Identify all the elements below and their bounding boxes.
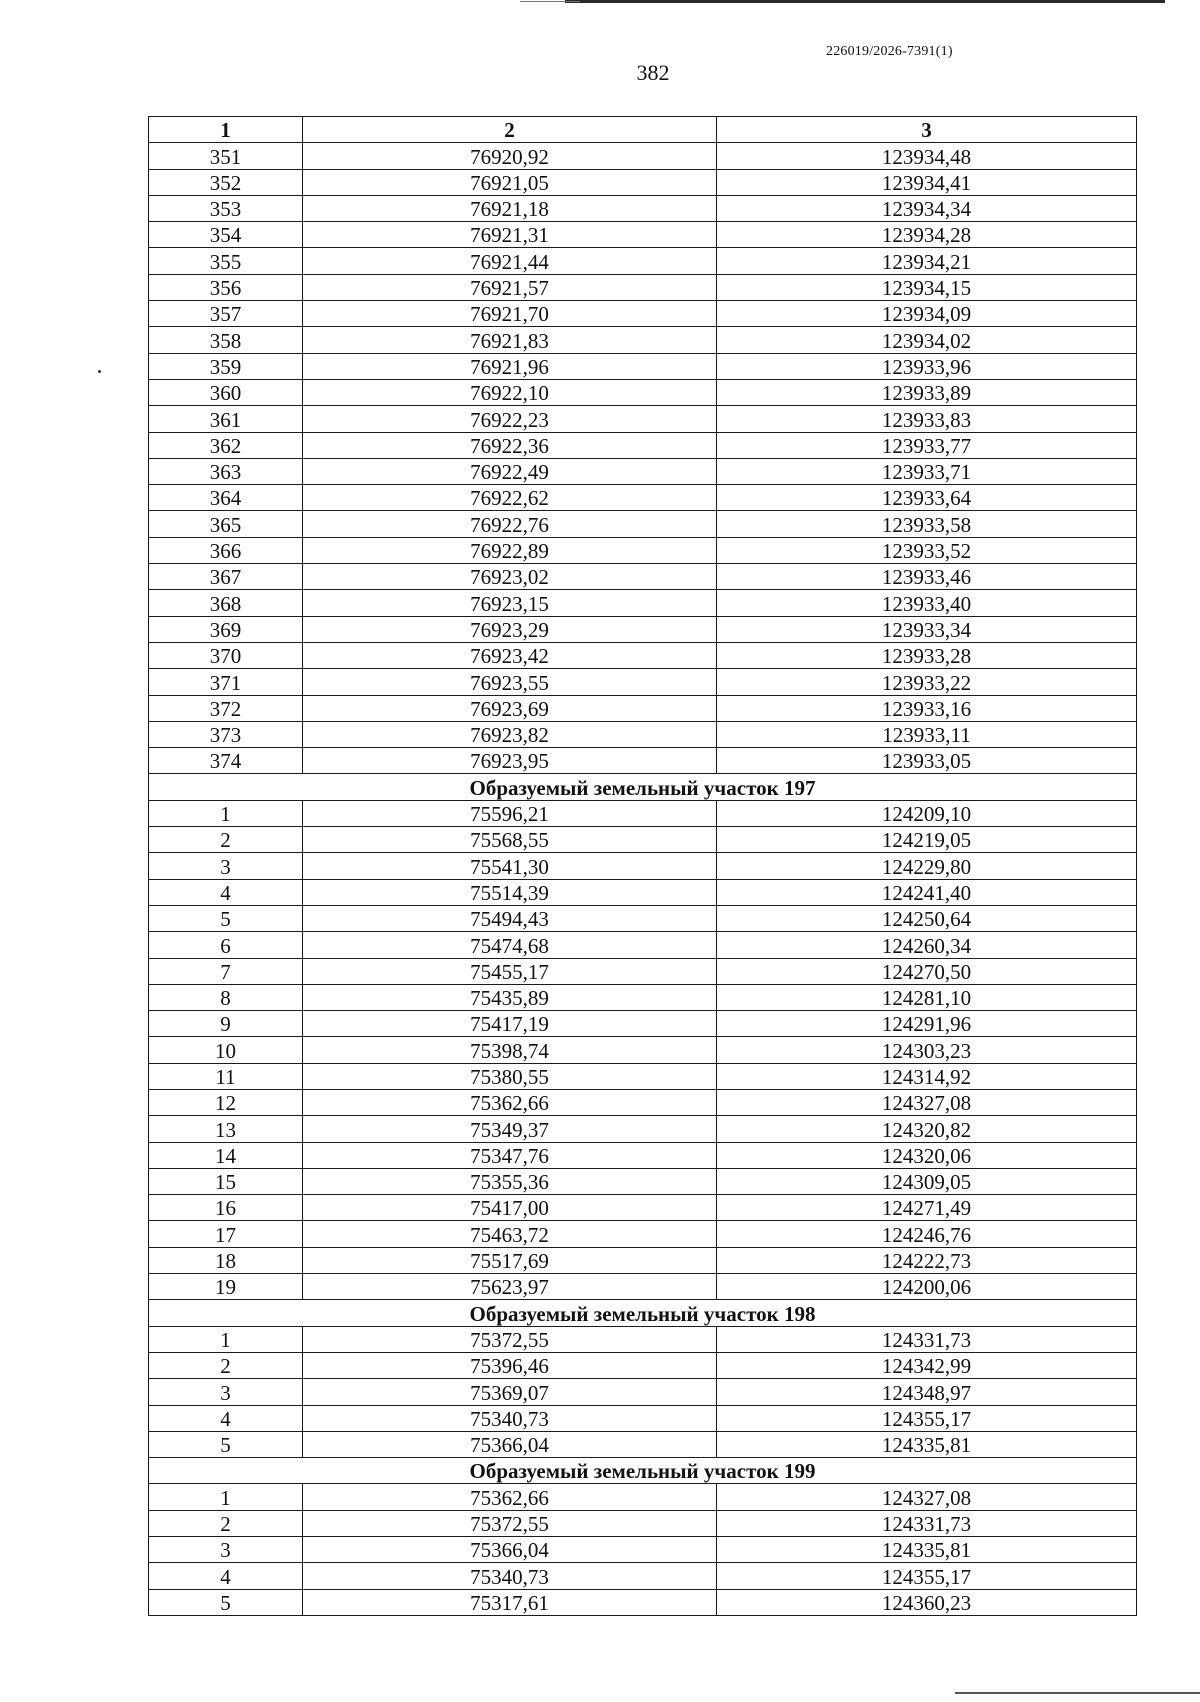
table-row xyxy=(149,1011,1137,1037)
point-number-cell: 1 xyxy=(149,1326,303,1352)
x-coordinate-cell: 76923,55 xyxy=(303,669,717,695)
table-row xyxy=(149,1274,1137,1300)
table-row xyxy=(149,1379,1137,1405)
point-number-cell: 3 xyxy=(149,853,303,879)
y-coordinate-cell: 123933,16 xyxy=(717,695,1137,721)
y-coordinate-cell: 124229,80 xyxy=(717,853,1137,879)
point-number-cell: 373 xyxy=(149,721,303,747)
y-coordinate-cell: 124291,96 xyxy=(717,1011,1137,1037)
y-coordinate-cell: 123933,71 xyxy=(717,458,1137,484)
scan-edge-top xyxy=(565,0,1165,3)
point-number-cell: 6 xyxy=(149,932,303,958)
table-row xyxy=(149,353,1137,379)
x-coordinate-cell: 75514,39 xyxy=(303,879,717,905)
y-coordinate-cell: 123933,96 xyxy=(717,353,1137,379)
x-coordinate-cell: 76922,10 xyxy=(303,379,717,405)
x-coordinate-cell: 76922,23 xyxy=(303,406,717,432)
table-row xyxy=(149,1168,1137,1194)
x-coordinate-cell: 76923,82 xyxy=(303,721,717,747)
point-number-cell: 372 xyxy=(149,695,303,721)
point-number-cell: 371 xyxy=(149,669,303,695)
y-coordinate-cell: 123933,05 xyxy=(717,748,1137,774)
table-row xyxy=(149,1537,1137,1563)
x-coordinate-cell: 76922,89 xyxy=(303,537,717,563)
x-coordinate-cell: 75463,72 xyxy=(303,1221,717,1247)
x-coordinate-cell: 76921,18 xyxy=(303,195,717,221)
y-coordinate-cell: 124360,23 xyxy=(717,1589,1137,1615)
table-header-row xyxy=(149,117,1137,143)
x-coordinate-cell: 75349,37 xyxy=(303,1116,717,1142)
table-row xyxy=(149,1352,1137,1378)
y-coordinate-cell: 123934,48 xyxy=(717,143,1137,169)
x-coordinate-cell: 75596,21 xyxy=(303,800,717,826)
x-coordinate-cell: 76921,83 xyxy=(303,327,717,353)
y-coordinate-cell: 123934,02 xyxy=(717,327,1137,353)
x-coordinate-cell: 76920,92 xyxy=(303,143,717,169)
table-row xyxy=(149,695,1137,721)
point-number-cell: 10 xyxy=(149,1037,303,1063)
y-coordinate-cell: 124342,99 xyxy=(717,1352,1137,1378)
point-number-cell: 362 xyxy=(149,432,303,458)
point-number-cell: 356 xyxy=(149,274,303,300)
y-coordinate-cell: 124246,76 xyxy=(717,1221,1137,1247)
table-row xyxy=(149,1484,1137,1510)
y-coordinate-cell: 124335,81 xyxy=(717,1431,1137,1457)
table-row xyxy=(149,1589,1137,1615)
point-number-cell: 355 xyxy=(149,248,303,274)
point-number-cell: 5 xyxy=(149,1431,303,1457)
section-heading: Образуемый земельный участок 197 xyxy=(149,774,1137,800)
y-coordinate-cell: 124281,10 xyxy=(717,984,1137,1010)
table-row xyxy=(149,1221,1137,1247)
table-row xyxy=(149,1195,1137,1221)
x-coordinate-cell: 76922,49 xyxy=(303,458,717,484)
section-heading: Образуемый земельный участок 199 xyxy=(149,1458,1137,1484)
y-coordinate-cell: 124314,92 xyxy=(717,1063,1137,1089)
table-row xyxy=(149,984,1137,1010)
coordinates-table xyxy=(148,116,1137,1616)
y-coordinate-cell: 124219,05 xyxy=(717,827,1137,853)
point-number-cell: 360 xyxy=(149,379,303,405)
y-coordinate-cell: 124331,73 xyxy=(717,1510,1137,1536)
table-row xyxy=(149,301,1137,327)
y-coordinate-cell: 124355,17 xyxy=(717,1563,1137,1589)
point-number-cell: 359 xyxy=(149,353,303,379)
table-row xyxy=(149,1510,1137,1536)
point-number-cell: 3 xyxy=(149,1379,303,1405)
y-coordinate-cell: 124303,23 xyxy=(717,1037,1137,1063)
point-number-cell: 2 xyxy=(149,1510,303,1536)
table-row xyxy=(149,248,1137,274)
table-row xyxy=(149,721,1137,747)
point-number-cell: 8 xyxy=(149,984,303,1010)
scan-edge-top-faint xyxy=(520,1,580,2)
point-number-cell: 361 xyxy=(149,406,303,432)
x-coordinate-cell: 75494,43 xyxy=(303,905,717,931)
x-coordinate-cell: 75362,66 xyxy=(303,1484,717,1510)
point-number-cell: 12 xyxy=(149,1089,303,1115)
point-number-cell: 1 xyxy=(149,800,303,826)
y-coordinate-cell: 124250,64 xyxy=(717,905,1137,931)
point-number-cell: 5 xyxy=(149,905,303,931)
y-coordinate-cell: 123933,40 xyxy=(717,590,1137,616)
point-number-cell: 7 xyxy=(149,958,303,984)
y-coordinate-cell: 124355,17 xyxy=(717,1405,1137,1431)
x-coordinate-cell: 76923,15 xyxy=(303,590,717,616)
point-number-cell: 357 xyxy=(149,301,303,327)
point-number-cell: 5 xyxy=(149,1589,303,1615)
section-heading: Образуемый земельный участок 198 xyxy=(149,1300,1137,1326)
table-row xyxy=(149,143,1137,169)
point-number-cell: 368 xyxy=(149,590,303,616)
x-coordinate-cell: 76923,95 xyxy=(303,748,717,774)
x-coordinate-cell: 76923,42 xyxy=(303,642,717,668)
table-row xyxy=(149,669,1137,695)
column-header-point: 1 xyxy=(149,117,303,143)
point-number-cell: 13 xyxy=(149,1116,303,1142)
x-coordinate-cell: 75455,17 xyxy=(303,958,717,984)
table-row xyxy=(149,1563,1137,1589)
table-row xyxy=(149,879,1137,905)
y-coordinate-cell: 123933,22 xyxy=(717,669,1137,695)
table-row xyxy=(149,327,1137,353)
y-coordinate-cell: 124309,05 xyxy=(717,1168,1137,1194)
y-coordinate-cell: 124200,06 xyxy=(717,1274,1137,1300)
table-row xyxy=(149,616,1137,642)
table-row xyxy=(149,1326,1137,1352)
y-coordinate-cell: 124209,10 xyxy=(717,800,1137,826)
y-coordinate-cell: 124320,82 xyxy=(717,1116,1137,1142)
x-coordinate-cell: 76922,36 xyxy=(303,432,717,458)
y-coordinate-cell: 124270,50 xyxy=(717,958,1137,984)
table-row xyxy=(149,485,1137,511)
table-row xyxy=(149,958,1137,984)
point-number-cell: 3 xyxy=(149,1537,303,1563)
table-row xyxy=(149,853,1137,879)
point-number-cell: 19 xyxy=(149,1274,303,1300)
point-number-cell: 4 xyxy=(149,1405,303,1431)
section-heading-row xyxy=(149,774,1137,800)
y-coordinate-cell: 124241,40 xyxy=(717,879,1137,905)
document-number: 226019/2026-7391(1) xyxy=(826,44,953,59)
x-coordinate-cell: 76923,29 xyxy=(303,616,717,642)
y-coordinate-cell: 123934,09 xyxy=(717,301,1137,327)
table-row xyxy=(149,748,1137,774)
x-coordinate-cell: 75568,55 xyxy=(303,827,717,853)
x-coordinate-cell: 76921,05 xyxy=(303,169,717,195)
table-row xyxy=(149,458,1137,484)
y-coordinate-cell: 123933,58 xyxy=(717,511,1137,537)
x-coordinate-cell: 75380,55 xyxy=(303,1063,717,1089)
table-row xyxy=(149,1142,1137,1168)
point-number-cell: 364 xyxy=(149,485,303,511)
x-coordinate-cell: 75541,30 xyxy=(303,853,717,879)
point-number-cell: 358 xyxy=(149,327,303,353)
y-coordinate-cell: 124348,97 xyxy=(717,1379,1137,1405)
x-coordinate-cell: 76921,57 xyxy=(303,274,717,300)
y-coordinate-cell: 123933,34 xyxy=(717,616,1137,642)
y-coordinate-cell: 123933,64 xyxy=(717,485,1137,511)
page-number: 382 xyxy=(636,60,670,85)
point-number-cell: 11 xyxy=(149,1063,303,1089)
table-row xyxy=(149,222,1137,248)
scan-edge-bottom xyxy=(955,1692,1200,1694)
x-coordinate-cell: 76922,76 xyxy=(303,511,717,537)
point-number-cell: 374 xyxy=(149,748,303,774)
y-coordinate-cell: 124331,73 xyxy=(717,1326,1137,1352)
x-coordinate-cell: 75340,73 xyxy=(303,1405,717,1431)
table-row xyxy=(149,800,1137,826)
x-coordinate-cell: 76923,69 xyxy=(303,695,717,721)
x-coordinate-cell: 76922,62 xyxy=(303,485,717,511)
x-coordinate-cell: 75474,68 xyxy=(303,932,717,958)
table-row xyxy=(149,1116,1137,1142)
table-row xyxy=(149,1247,1137,1273)
point-number-cell: 18 xyxy=(149,1247,303,1273)
table-row xyxy=(149,379,1137,405)
y-coordinate-cell: 123933,83 xyxy=(717,406,1137,432)
y-coordinate-cell: 124335,81 xyxy=(717,1537,1137,1563)
y-coordinate-cell: 123933,77 xyxy=(717,432,1137,458)
x-coordinate-cell: 75372,55 xyxy=(303,1326,717,1352)
x-coordinate-cell: 76921,44 xyxy=(303,248,717,274)
point-number-cell: 14 xyxy=(149,1142,303,1168)
point-number-cell: 351 xyxy=(149,143,303,169)
x-coordinate-cell: 76921,96 xyxy=(303,353,717,379)
point-number-cell: 365 xyxy=(149,511,303,537)
y-coordinate-cell: 123933,52 xyxy=(717,537,1137,563)
table-row xyxy=(149,642,1137,668)
table-row xyxy=(149,932,1137,958)
table-row xyxy=(149,274,1137,300)
point-number-cell: 4 xyxy=(149,1563,303,1589)
scan-speck xyxy=(98,370,101,373)
x-coordinate-cell: 75517,69 xyxy=(303,1247,717,1273)
x-coordinate-cell: 75623,97 xyxy=(303,1274,717,1300)
point-number-cell: 9 xyxy=(149,1011,303,1037)
table-row xyxy=(149,1037,1137,1063)
x-coordinate-cell: 76921,70 xyxy=(303,301,717,327)
table-row xyxy=(149,827,1137,853)
x-coordinate-cell: 75372,55 xyxy=(303,1510,717,1536)
y-coordinate-cell: 124320,06 xyxy=(717,1142,1137,1168)
point-number-cell: 4 xyxy=(149,879,303,905)
y-coordinate-cell: 124327,08 xyxy=(717,1484,1137,1510)
table-row xyxy=(149,1431,1137,1457)
point-number-cell: 2 xyxy=(149,1352,303,1378)
y-coordinate-cell: 124260,34 xyxy=(717,932,1137,958)
x-coordinate-cell: 75355,36 xyxy=(303,1168,717,1194)
table-row xyxy=(149,195,1137,221)
point-number-cell: 369 xyxy=(149,616,303,642)
x-coordinate-cell: 75396,46 xyxy=(303,1352,717,1378)
x-coordinate-cell: 75417,00 xyxy=(303,1195,717,1221)
point-number-cell: 17 xyxy=(149,1221,303,1247)
y-coordinate-cell: 123934,28 xyxy=(717,222,1137,248)
column-header-x: 2 xyxy=(303,117,717,143)
y-coordinate-cell: 124222,73 xyxy=(717,1247,1137,1273)
x-coordinate-cell: 75369,07 xyxy=(303,1379,717,1405)
section-heading-row xyxy=(149,1300,1137,1326)
point-number-cell: 1 xyxy=(149,1484,303,1510)
x-coordinate-cell: 75317,61 xyxy=(303,1589,717,1615)
point-number-cell: 2 xyxy=(149,827,303,853)
x-coordinate-cell: 75340,73 xyxy=(303,1563,717,1589)
point-number-cell: 363 xyxy=(149,458,303,484)
y-coordinate-cell: 123934,34 xyxy=(717,195,1137,221)
x-coordinate-cell: 76923,02 xyxy=(303,564,717,590)
y-coordinate-cell: 123934,41 xyxy=(717,169,1137,195)
column-header-y: 3 xyxy=(717,117,1137,143)
x-coordinate-cell: 75435,89 xyxy=(303,984,717,1010)
point-number-cell: 16 xyxy=(149,1195,303,1221)
table-row xyxy=(149,537,1137,563)
table-row xyxy=(149,905,1137,931)
table-row xyxy=(149,564,1137,590)
table-row xyxy=(149,1089,1137,1115)
point-number-cell: 15 xyxy=(149,1168,303,1194)
x-coordinate-cell: 76921,31 xyxy=(303,222,717,248)
point-number-cell: 370 xyxy=(149,642,303,668)
x-coordinate-cell: 75366,04 xyxy=(303,1537,717,1563)
table-row xyxy=(149,169,1137,195)
table-row xyxy=(149,511,1137,537)
point-number-cell: 354 xyxy=(149,222,303,248)
y-coordinate-cell: 124271,49 xyxy=(717,1195,1137,1221)
y-coordinate-cell: 124327,08 xyxy=(717,1089,1137,1115)
point-number-cell: 366 xyxy=(149,537,303,563)
y-coordinate-cell: 123933,11 xyxy=(717,721,1137,747)
y-coordinate-cell: 123934,21 xyxy=(717,248,1137,274)
x-coordinate-cell: 75398,74 xyxy=(303,1037,717,1063)
point-number-cell: 352 xyxy=(149,169,303,195)
x-coordinate-cell: 75347,76 xyxy=(303,1142,717,1168)
table-row xyxy=(149,432,1137,458)
point-number-cell: 367 xyxy=(149,564,303,590)
y-coordinate-cell: 123933,89 xyxy=(717,379,1137,405)
table-row xyxy=(149,590,1137,616)
x-coordinate-cell: 75366,04 xyxy=(303,1431,717,1457)
point-number-cell: 353 xyxy=(149,195,303,221)
table-row xyxy=(149,406,1137,432)
table-body xyxy=(149,143,1137,1616)
y-coordinate-cell: 123933,46 xyxy=(717,564,1137,590)
section-heading-row xyxy=(149,1458,1137,1484)
y-coordinate-cell: 123933,28 xyxy=(717,642,1137,668)
x-coordinate-cell: 75417,19 xyxy=(303,1011,717,1037)
table-row xyxy=(149,1063,1137,1089)
y-coordinate-cell: 123934,15 xyxy=(717,274,1137,300)
x-coordinate-cell: 75362,66 xyxy=(303,1089,717,1115)
table-row xyxy=(149,1405,1137,1431)
